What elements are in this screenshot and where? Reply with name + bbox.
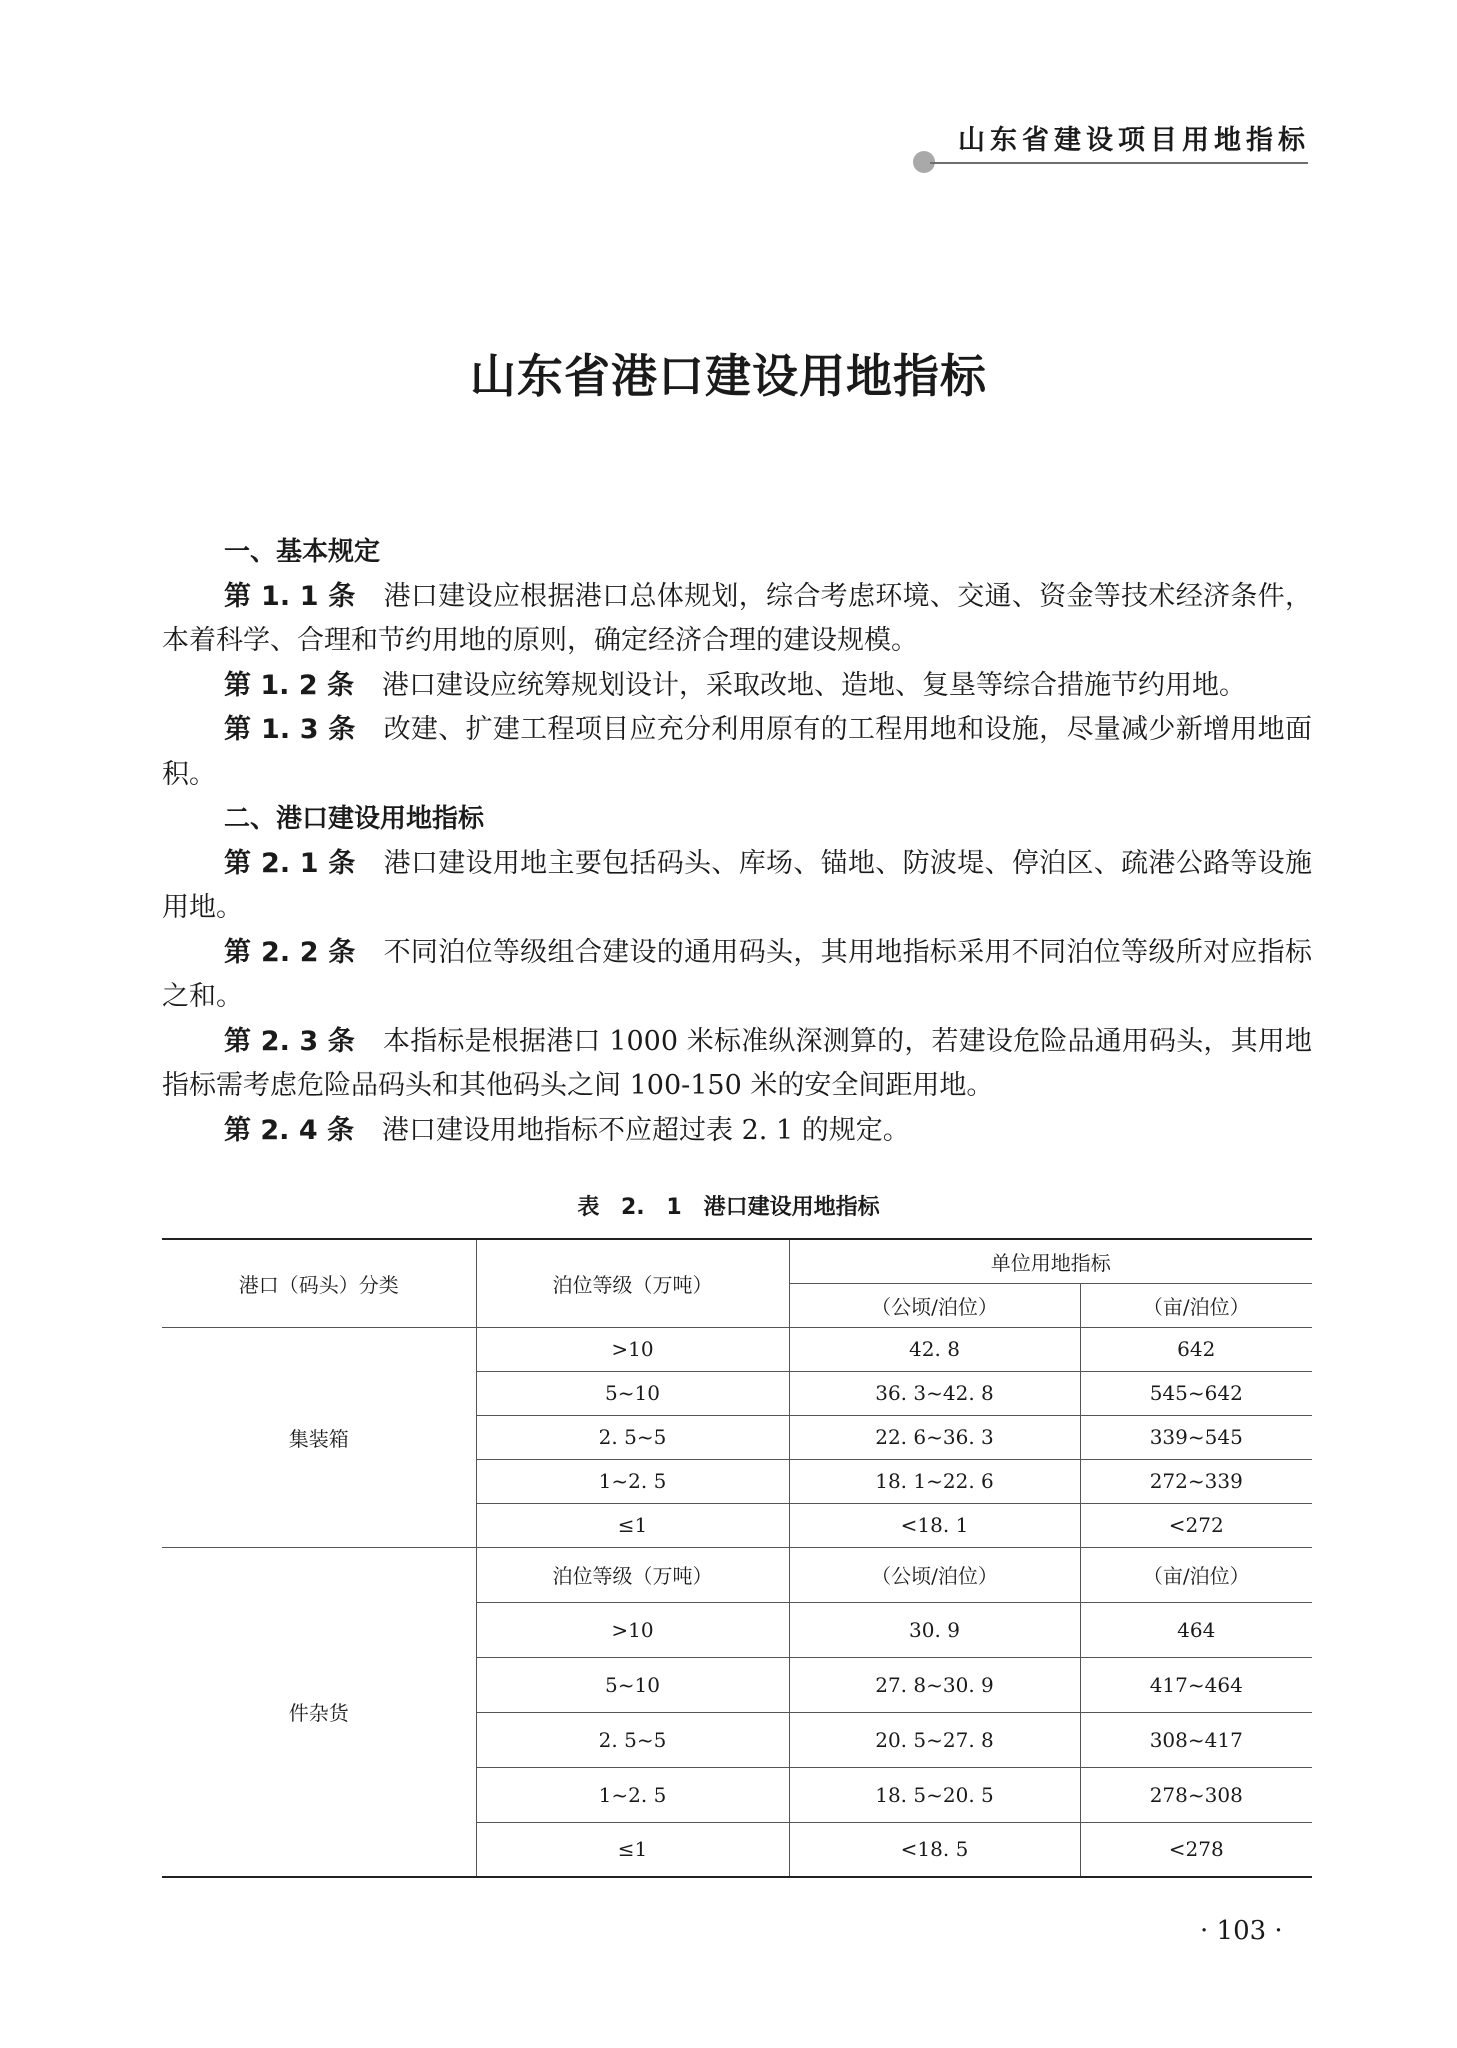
clause-number: 第 1. 3 条 [224,714,356,745]
cell-grade: 5~10 [476,1371,789,1415]
cell-hectare: <18. 5 [789,1822,1080,1877]
clause-text: 港口建设用地指标不应超过表 2. 1 的规定。 [382,1114,910,1146]
cell-grade: 1~2. 5 [476,1459,789,1503]
cell-hectare: 22. 6~36. 3 [789,1415,1080,1459]
cell-hectare: 27. 8~30. 9 [789,1657,1080,1712]
body-text [162,530,1312,1153]
cell-grade: 2. 5~5 [476,1712,789,1767]
category-general-cargo: 件杂货 [162,1547,476,1877]
clause-number: 第 1. 2 条 [224,669,355,701]
table-caption: 表 2. 1 港口建设用地指标 [577,1195,880,1220]
section-heading-index: 二、港口建设用地指标 [224,804,485,834]
cell-grade: 5~10 [476,1657,789,1712]
cell-mu: 417~464 [1080,1657,1312,1712]
cell-mu: 308~417 [1080,1712,1312,1767]
page-title: 山东省港口建设用地指标 [470,349,987,403]
land-index-table [162,1238,1312,1878]
header-unit-index: 单位用地指标 [789,1239,1312,1283]
table-subheader-row [162,1547,1312,1602]
clause-2-3 [162,1020,1312,1109]
cell-mu: <272 [1080,1503,1312,1547]
cell-grade: 1~2. 5 [476,1767,789,1822]
cell-mu: 642 [1080,1327,1312,1371]
cell-grade: 2. 5~5 [476,1415,789,1459]
clause-text: 本指标是根据港口 1000 米标准纵深测算的，若建设危险品通用码头，其用地指标需考虑危险品码头和其他码头之间 100-150 米的安全间距用地。 [162,1025,1312,1101]
cell-hectare: 18. 5~20. 5 [789,1767,1080,1822]
subheader-hectare: （公顷/泊位） [789,1547,1080,1602]
cell-hectare: 20. 5~27. 8 [789,1712,1080,1767]
cell-hectare: 30. 9 [789,1602,1080,1657]
cell-hectare: 36. 3~42. 8 [789,1371,1080,1415]
clause-2-1 [162,842,1312,931]
header-category: 港口（码头）分类 [162,1239,476,1327]
cell-mu: 464 [1080,1602,1312,1657]
clause-text: 不同泊位等级组合建设的通用码头，其用地指标采用不同泊位等级所对应指标之和。 [162,936,1313,1012]
clause-1-1 [162,575,1312,664]
section-heading-basic: 一、基本规定 [224,537,381,567]
cell-mu: 545~642 [1080,1371,1312,1415]
clause-1-2 [162,664,1312,709]
clause-2-4 [162,1109,1312,1154]
header-rule [930,162,1308,164]
cell-grade: >10 [476,1327,789,1371]
header-grade: 泊位等级（万吨） [476,1239,789,1327]
subheader-grade: 泊位等级（万吨） [476,1547,789,1602]
clause-number: 第 2. 4 条 [224,1114,355,1146]
cell-hectare: 42. 8 [789,1327,1080,1371]
cell-mu: <278 [1080,1822,1312,1877]
clause-text: 改建、扩建工程项目应充分利用原有的工程用地和设施，尽量减少新增用地面积。 [162,714,1313,790]
clause-1-3 [162,708,1312,797]
cell-hectare: 18. 1~22. 6 [789,1459,1080,1503]
cell-hectare: <18. 1 [789,1503,1080,1547]
cell-mu: 272~339 [1080,1459,1312,1503]
category-container: 集装箱 [162,1327,476,1547]
clause-number: 第 1. 1 条 [224,580,356,612]
running-header-title: 山东省建设项目用地指标 [958,125,1310,156]
cell-grade: >10 [476,1602,789,1657]
clause-text: 港口建设用地主要包括码头、库场、锚地、防波堤、停泊区、疏港公路等设施用地。 [162,847,1313,923]
table-row [162,1327,1312,1371]
clause-text: 港口建设应统筹规划设计，采取改地、造地、复垦等综合措施节约用地。 [382,669,1247,701]
clause-text: 港口建设应根据港口总体规划，综合考虑环境、交通、资金等技术经济条件，本着科学、合理和节约用地的原则，确定经济合理的建设规模。 [162,580,1313,656]
clause-number: 第 2. 3 条 [224,1025,355,1057]
clause-2-2 [162,931,1312,1020]
cell-grade: ≤1 [476,1503,789,1547]
cell-mu: 278~308 [1080,1767,1312,1822]
clause-number: 第 2. 1 条 [224,847,356,879]
page-number: · 103 · [1200,1916,1283,1946]
header-hectare: （公顷/泊位） [789,1283,1080,1327]
cell-grade: ≤1 [476,1822,789,1877]
subheader-mu: （亩/泊位） [1080,1547,1312,1602]
cell-mu: 339~545 [1080,1415,1312,1459]
header-mu: （亩/泊位） [1080,1283,1312,1327]
clause-number: 第 2. 2 条 [224,936,356,968]
